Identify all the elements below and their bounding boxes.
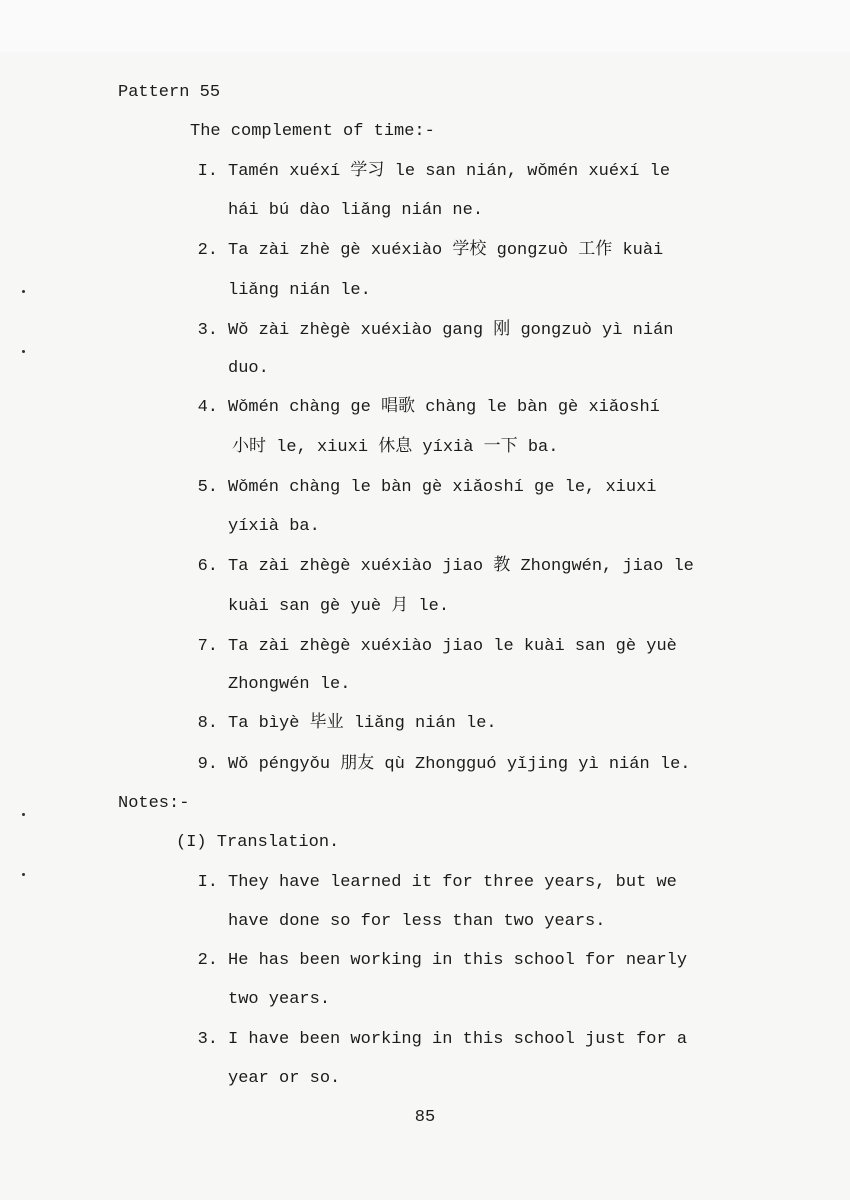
translation-line: He has been working in this school for nearly xyxy=(228,951,688,970)
sentence-number: 6. xyxy=(197,557,218,576)
page-number: 85 xyxy=(414,1108,436,1127)
translation-line: They have learned it for three years, but we xyxy=(228,873,677,892)
sentence-number: 8. xyxy=(197,714,218,733)
translation-line: have done so for less than two years. xyxy=(228,912,606,931)
margin-speck xyxy=(22,350,25,353)
translation-line: two years. xyxy=(228,990,331,1009)
sentence-line: Wǒmén chàng le bàn gè xiǎoshí ge le, xiuxi xyxy=(228,478,657,497)
sentence-line: Ta zài zhègè xuéxiào jiao 教 Zhongwén, jiao le xyxy=(228,557,694,576)
section-subheading: The complement of time:- xyxy=(190,122,435,141)
sentence-line: liǎng nián le. xyxy=(228,281,371,300)
sentence-line: Ta zài zhègè xuéxiào jiao le kuài san gè yuè xyxy=(228,637,677,656)
scan-top-band xyxy=(0,0,850,52)
sentence-line: 小时 le, xiuxi 休息 yíxià 一下 ba. xyxy=(232,438,559,457)
margin-speck xyxy=(22,813,25,816)
sentence-number: 5. xyxy=(197,478,218,497)
notes-heading: Notes:- xyxy=(118,794,190,813)
sentence-line: duo. xyxy=(228,359,269,378)
sentence-line: Wǒmén chàng ge 唱歌 chàng le bàn gè xiǎoshí xyxy=(228,398,660,417)
translation-number: I. xyxy=(197,873,218,892)
pattern-heading: Pattern 55 xyxy=(118,83,221,102)
notes-subheading: (I) Translation. xyxy=(176,833,340,852)
margin-speck xyxy=(22,873,25,876)
sentence-line: hái bú dào liǎng nián ne. xyxy=(228,201,484,220)
sentence-line: Ta bìyè 毕业 liǎng nián le. xyxy=(228,714,497,733)
sentence-number: 3. xyxy=(197,321,218,340)
sentence-number: 4. xyxy=(197,398,218,417)
sentence-number: 9. xyxy=(197,755,218,774)
sentence-line: Wǒ zài zhègè xuéxiào gang 刚 gongzuò yì nián xyxy=(228,321,674,340)
sentence-line: Tamén xuéxí 学习 le san nián, wǒmén xuéxí le xyxy=(228,162,671,181)
sentence-number: 2. xyxy=(197,241,218,260)
sentence-line: Zhongwén le. xyxy=(228,675,351,694)
sentence-line: yíxià ba. xyxy=(228,517,320,536)
translation-line: I have been working in this school just for a xyxy=(228,1030,688,1049)
translation-line: year or so. xyxy=(228,1069,341,1088)
sentence-line: Ta zài zhè gè xuéxiào 学校 gongzuò 工作 kuài xyxy=(228,241,664,260)
sentence-line: Wǒ péngyǒu 朋友 qù Zhongguó yǐjing yì nián le. xyxy=(228,755,691,774)
margin-speck xyxy=(22,290,25,293)
sentence-number: I. xyxy=(197,162,218,181)
sentence-number: 7. xyxy=(197,637,218,656)
translation-number: 2. xyxy=(197,951,218,970)
sentence-line: kuài san gè yuè 月 le. xyxy=(228,597,450,616)
translation-number: 3. xyxy=(197,1030,218,1049)
